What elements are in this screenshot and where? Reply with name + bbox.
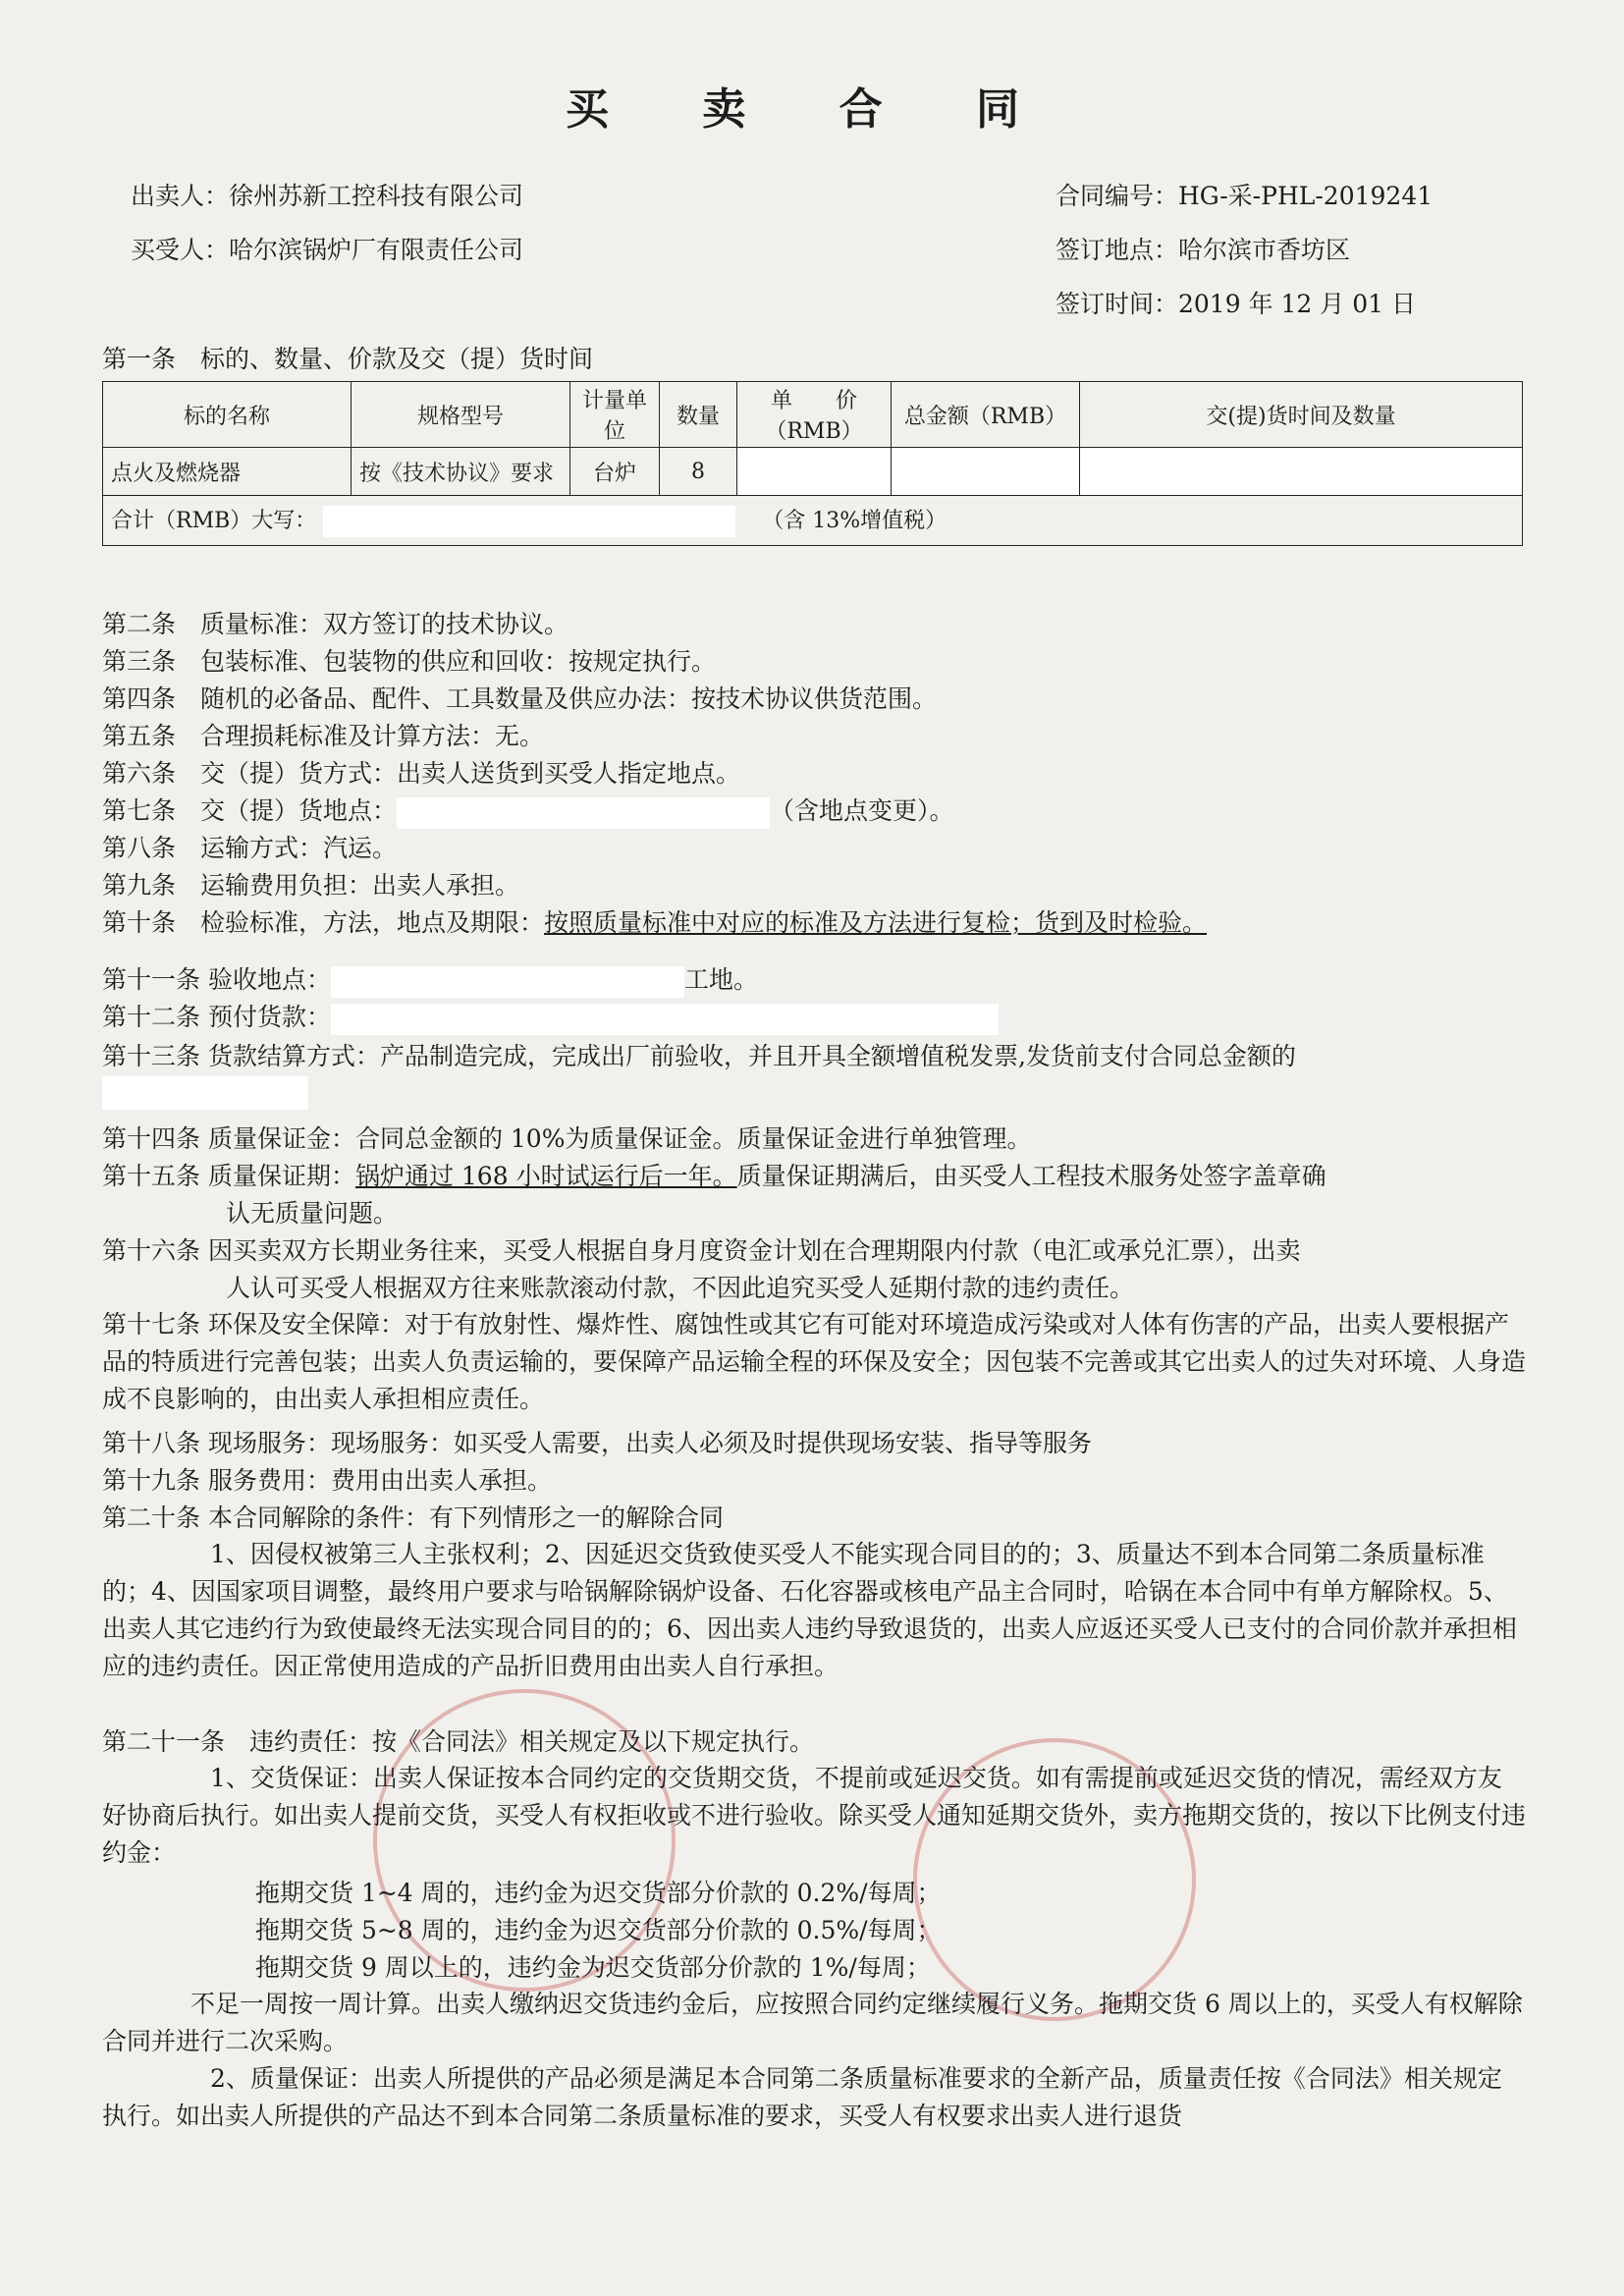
table-cell: 8	[660, 448, 737, 496]
article-17: 第十七条 环保及安全保障：对于有放射性、爆炸性、腐蚀性或其它有可能对环境造成污染或对人体有伤害的产品，出卖人要根据产品的特质进行完善包装；出卖人负责运输的，要保障产品运输全程的环保及安全；因包装不完善或其它出卖人的过失对环境、人身造成不良影响的，由出卖人承担相应责任。	[102, 1310, 1527, 1413]
table-header-row	[103, 382, 1523, 448]
penalty-line-3: 拖期交货 9 周以上的，违约金为迟交货部分价款的 1%/每周；	[255, 1953, 931, 1982]
items-table	[102, 381, 1523, 546]
article-6: 第六条 交（提）货方式：出卖人送货到买受人指定地点。	[102, 759, 741, 788]
article-8: 第八条 运输方式：汽运。	[102, 834, 398, 862]
article-10-label: 第十条 检验标准，方法，地点及期限：	[102, 908, 545, 937]
buyer-line: 买受人：哈尔滨锅炉厂有限责任公司	[131, 236, 524, 264]
article-11	[102, 960, 758, 998]
article-20-body: 1、因侵权被第三人主张权利；2、因延迟交货致使买受人不能实现合同目的的；3、质量达不到本合同第二条质量标准的；4、因国家项目调整，最终用户要求与哈锅解除锅炉设备、石化容器或核电产品主合同时，哈锅在本合同中有单方解除权。5、出卖人其它违约行为致使最终无法实现合同目的的；6、因出卖人违约导致退货的，出卖人应返还买受人已支付的合同价款并承担相应的违约责任。因正常使用造成的产品折旧费用由出卖人自行承担。	[102, 1540, 1517, 1680]
signing-date: 签订时间：2019 年 12 月 01 日	[1056, 290, 1416, 318]
article-16-line1: 第十六条 因买卖双方长期业务往来，买受人根据自身月度资金计划在合理期限内付款（电汇或承兑汇票），出卖	[102, 1236, 1301, 1265]
article-3: 第三条 包装标准、包装物的供应和回收：按规定执行。	[102, 647, 717, 676]
redacted-cell	[1080, 448, 1523, 496]
penalty-line-1: 拖期交货 1~4 周的，违约金为迟交货部分价款的 0.2%/每周；	[255, 1879, 942, 1907]
article-7	[102, 792, 954, 829]
table-header-cell: 规格型号	[352, 382, 570, 448]
article-5: 第五条 合理损耗标准及计算方法：无。	[102, 722, 545, 750]
article-4: 第四条 随机的必备品、配件、工具数量及供应办法：按技术协议供货范围。	[102, 684, 938, 713]
article-16-line2: 人认可买受人根据双方往来账款滚动付款，不因此追究买受人延期付款的违约责任。	[226, 1274, 1135, 1302]
article-15-line2: 认无质量问题。	[226, 1199, 399, 1228]
article-11-label: 第十一条 验收地点：	[102, 965, 331, 994]
table-row	[103, 448, 1523, 496]
table-total-row	[103, 496, 1523, 546]
article-12-label: 第十二条 预付货款：	[102, 1003, 331, 1031]
article-2: 第二条 质量标准：双方签订的技术协议。	[102, 610, 569, 638]
article-14: 第十四条 质量保证金：合同总金额的 10%为质量保证金。质量保证金进行单独管理。	[102, 1124, 1032, 1153]
article-11-suffix: 工地。	[683, 965, 758, 994]
table-header-cell: 单 价（RMB）	[737, 382, 892, 448]
article-9: 第九条 运输费用负担：出卖人承担。	[102, 871, 520, 900]
table-cell: 台炉	[570, 448, 660, 496]
total-cell	[103, 496, 1523, 546]
table-cell: 点火及燃烧器	[103, 448, 352, 496]
article-19: 第十九条 服务费用：费用由出卖人承担。	[102, 1466, 552, 1495]
article-10	[102, 903, 1207, 939]
redacted-cell	[892, 448, 1080, 496]
redacted-prepayment	[331, 1004, 999, 1035]
article-7-suffix: （含地点变更）。	[770, 796, 954, 825]
contract-number: 合同编号：HG-采-PHL-2019241	[1056, 182, 1434, 210]
contract-title: 买 卖 合 同	[566, 84, 1058, 135]
table-header-cell: 计量单位	[570, 382, 660, 448]
redacted-location	[397, 797, 770, 829]
article-1-heading: 第一条 标的、数量、价款及交（提）货时间	[102, 345, 594, 373]
redacted-site	[331, 966, 684, 998]
total-note: （含 13%增值税）	[762, 509, 947, 533]
penalty-line-2: 拖期交货 5~8 周的，违约金为迟交货部分价款的 0.5%/每周；	[255, 1916, 942, 1944]
article-13: 第十三条 货款结算方式：产品制造完成，完成出厂前验收，并且开具全额增值税发票,发货前支付合同总金额的	[102, 1042, 1296, 1070]
redacted-percentage	[102, 1076, 308, 1110]
article-15-label: 第十五条 质量保证期：	[102, 1162, 355, 1190]
article-15-rest: 质量保证期满后，由买受人工程技术服务处签字盖章确	[736, 1162, 1326, 1190]
table-header-cell: 数量	[660, 382, 737, 448]
article-21-item-1: 1、交货保证：出卖人保证按本合同约定的交货期交货，不提前或延迟交货。如有需提前或延迟交货的情况，需经双方友好协商后执行。如出卖人提前交货，买受人有权拒收或不进行验收。除买受人通知延期交货外，卖方拖期交货的，按以下比例支付违约金：	[102, 1764, 1527, 1867]
redacted-cell	[737, 448, 892, 496]
table-cell: 按《技术协议》要求	[352, 448, 570, 496]
table-header-cell: 交(提)货时间及数量	[1080, 382, 1523, 448]
article-15	[102, 1157, 1326, 1192]
table-header-cell: 标的名称	[103, 382, 352, 448]
article-10-text: 按照质量标准中对应的标准及方法进行复检；货到及时检验。	[544, 908, 1208, 937]
redacted-amount	[323, 506, 735, 537]
article-20: 第二十条 本合同解除的条件：有下列情形之一的解除合同	[102, 1503, 724, 1532]
article-21-item-1-cont: 不足一周按一周计算。出卖人缴纳迟交货违约金后，应按照合同约定继续履行义务。拖期交货 6 周以上的，买受人有权解除合同并进行二次采购。	[102, 1990, 1523, 2055]
article-21: 第二十一条 违约责任：按《合同法》相关规定及以下规定执行。	[102, 1727, 815, 1756]
article-15-warranty: 锅炉通过 168 小时试运行后一年。	[354, 1162, 737, 1190]
signing-place: 签订地点：哈尔滨市香坊区	[1056, 236, 1351, 264]
article-7-label: 第七条 交（提）货地点：	[102, 796, 398, 825]
table-header-cell: 总金额（RMB）	[892, 382, 1080, 448]
article-21-item-2: 2、质量保证：出卖人所提供的产品必须是满足本合同第二条质量标准要求的全新产品，质量责任按《合同法》相关规定执行。如出卖人所提供的产品达不到本合同第二条质量标准的要求，买受人有权要求出卖人进行退货	[102, 2064, 1502, 2130]
article-18: 第十八条 现场服务：现场服务：如买受人需要，出卖人必须及时提供现场安装、指导等服务	[102, 1429, 1092, 1457]
seller-line: 出卖人：徐州苏新工控科技有限公司	[131, 182, 524, 210]
article-12	[102, 998, 999, 1035]
total-label: 合计（RMB）大写：	[111, 509, 317, 533]
